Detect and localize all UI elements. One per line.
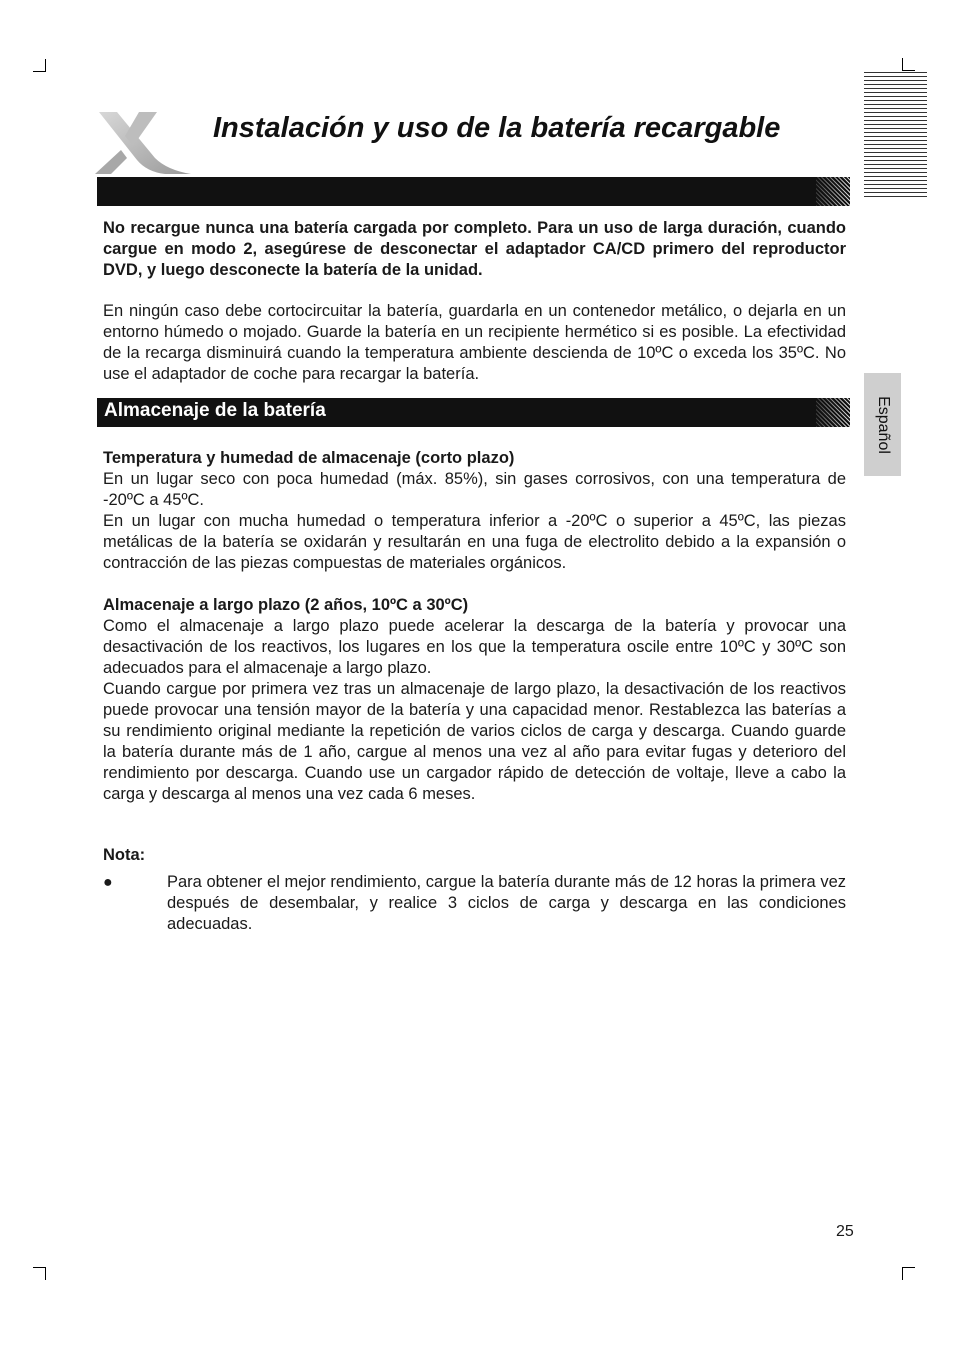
page-number: 25 xyxy=(836,1223,854,1240)
short-term-storage xyxy=(103,448,846,574)
short-term-paragraph-2: En un lugar con mucha humedad o temperatura inferior a -20ºC o superior a 45ºC, las piezas metálicas de la batería se oxidarán y resultarán en una fuga de electrolito debido a la expansión o contracción de las piezas compuestas de materiales orgánicos. xyxy=(103,512,846,572)
hatch-pattern xyxy=(816,398,850,427)
crop-mark-top-left xyxy=(33,59,46,72)
note-list-item xyxy=(103,872,846,935)
section-title: Almacenaje de la batería xyxy=(104,400,326,421)
short-term-paragraph-1: En un lugar seco con poca humedad (máx. 85%), sin gases corrosivos, con una temperatura de -20ºC a 45ºC. xyxy=(103,470,846,509)
intro-bold-paragraph: No recargue nunca una batería cargada por completo. Para un uso de larga duración, cuando cargue en modo 2, asegúrese de desconectar el adaptador CA/CD primero del reproductor DVD, y luego desconecte la batería de la unidad. xyxy=(103,219,846,279)
intro-paragraph: En ningún caso debe cortocircuitar la batería, guardarla en un contenedor metálico, o dejarla en un entorno húmedo o mojado. Guarde la batería en un recipiente hermético si es posible. La efectividad de la recarga disminuirá cuando la temperatura ambiente descienda de 10ºC o exceda los 35ºC. No use el adaptador de coche para recargar la batería. xyxy=(103,302,846,383)
language-tab xyxy=(864,373,901,476)
long-term-paragraph-2: Cuando cargue por primera vez tras un almacenaje de largo plazo, la desactivación de los reactivos puede provocar una tensión mayor de la batería y una capacidad menor. Restablezca las baterías a su rendimiento original mediante la repetición de varios ciclos de carga y descarga. Cuando guarde la batería durante más de 1 año, cargue al menos una vez al año para evitar fugas y deterioro del rendimiento por descarga. Cuando use un cargador rápido de detección de voltaje, lleve a cabo la carga y descarga al menos una vez cada 6 meses. xyxy=(103,680,846,803)
crop-mark-bottom-left xyxy=(33,1267,46,1280)
note-section xyxy=(103,845,846,866)
header-bar xyxy=(97,177,850,206)
language-tab-label: Español xyxy=(874,395,892,454)
long-term-heading: Almacenaje a largo plazo (2 años, 10ºC a 30ºC) xyxy=(103,596,469,614)
section-header-bar xyxy=(97,398,850,427)
intro-body xyxy=(103,301,846,385)
short-term-heading: Temperatura y humedad de almacenaje (corto plazo) xyxy=(103,449,515,467)
crop-mark-top-right xyxy=(902,58,915,71)
hatch-pattern xyxy=(816,177,850,206)
intro-warning xyxy=(103,218,846,281)
striped-decoration xyxy=(864,72,927,198)
page-title: Instalación y uso de la batería recargable xyxy=(213,112,781,144)
crop-mark-bottom-right xyxy=(902,1267,915,1280)
long-term-storage xyxy=(103,595,846,805)
note-text: Para obtener el mejor rendimiento, cargue la batería durante más de 12 horas la primera vez después de desembalar, y realice 3 ciclos de carga y descarga en las condiciones adecuadas. xyxy=(167,873,846,933)
bullet-icon: ● xyxy=(103,874,113,891)
x-brand-logo xyxy=(95,106,195,176)
note-label: Nota: xyxy=(103,846,146,864)
long-term-paragraph-1: Como el almacenaje a largo plazo puede acelerar la descarga de la batería y provocar una desactivación de los reactivos, los lugares en los que la temperatura oscile entre 10ºC y 30ºC son adecuados para el almacenaje a largo plazo. xyxy=(103,617,846,677)
